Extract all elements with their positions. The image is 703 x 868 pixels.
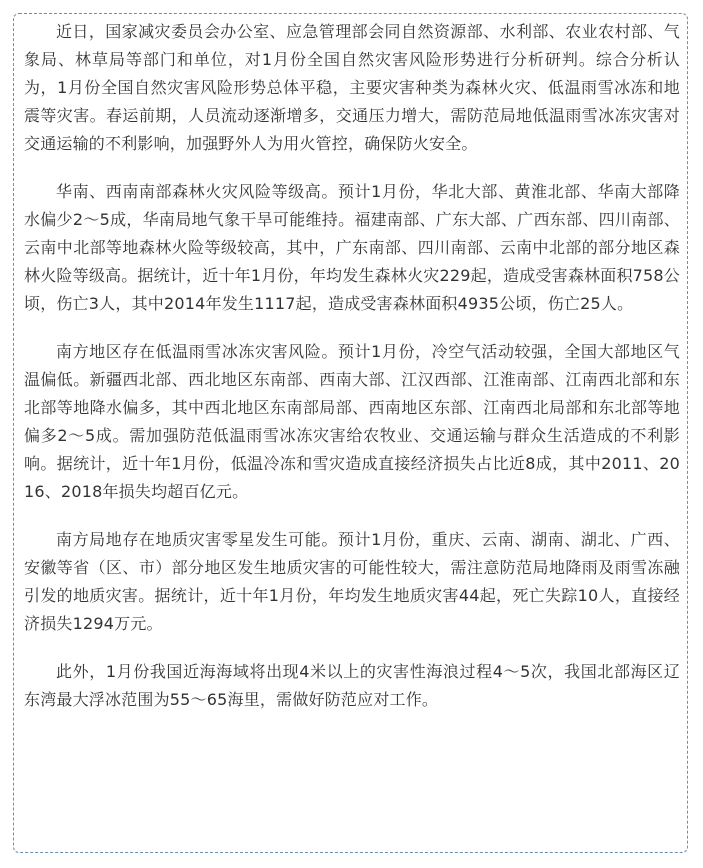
paragraph-forest-fire: 华南、西南南部森林火灾风险等级高。预计1月份，华北大部、黄淮北部、华南大部降水偏少2～5成，华南局地气象干旱可能维持。福建南部、广东大部、广西东部、四川南部、云南中北部等地森林火险等级较高，其中，广东南部、四川南部、云南中北部的部分地区森林火险等级高。据统计，近十年1月份，年均发生森林火灾229起，造成受害森林面积758公顷，伤亡3人，其中2014年发生1117起，造成受害森林面积4935公顷，伤亡25人。 xyxy=(24,182,680,313)
paragraph-geological-disaster: 南方局地存在地质灾害零星发生可能。预计1月份，重庆、云南、湖南、湖北、广西、安徽等省（区、市）部分地区发生地质灾害的可能性较大，需注意防范局地降雨及雨雪冻融引发的地质灾害。据统计，近十年1月份，年均发生地质灾害44起，死亡失踪10人，直接经济损失1294万元。 xyxy=(24,530,680,633)
paragraph-freezing-disaster: 南方地区存在低温雨雪冰冻灾害风险。预计1月份，冷空气活动较强，全国大部地区气温偏低。新疆西北部、西北地区东南部、西南大部、江汉西部、江淮南部、江南西北部和东北部等地降水偏多，其中西北地区东南部局部、西南地区东部、江南西北局部和东北部等地偏多2～5成。需加强防范低温雨雪冰冻灾害给农牧业、交通运输与群众生活造成的不利影响。据统计，近十年1月份，低温冷冻和雪灾造成直接经济损失占比近8成，其中2011、2016、2018年损失均超百亿元。 xyxy=(24,342,680,501)
paragraph-overview: 近日，国家减灾委员会办公室、应急管理部会同自然资源部、水利部、农业农村部、气象局、林草局等部门和单位，对1月份全国自然灾害风险形势进行分析研判。综合分析认为，1月份全国自然灾害风险形势总体平稳，主要灾害种类为森林火灾、低温雨雪冰冻和地震等灾害。春运前期，人员流动逐渐增多，交通压力增大，需防范局地低温雨雪冰冻灾害对交通运输的不利影响，加强野外人为用火管控，确保防火安全。 xyxy=(24,22,680,153)
paragraph-marine-disaster: 此外，1月份我国近海海域将出现4米以上的灾害性海浪过程4～5次，我国北部海区辽东湾最大浮冰范围为55～65海里，需做好防范应对工作。 xyxy=(24,662,680,709)
article-body xyxy=(24,18,680,734)
